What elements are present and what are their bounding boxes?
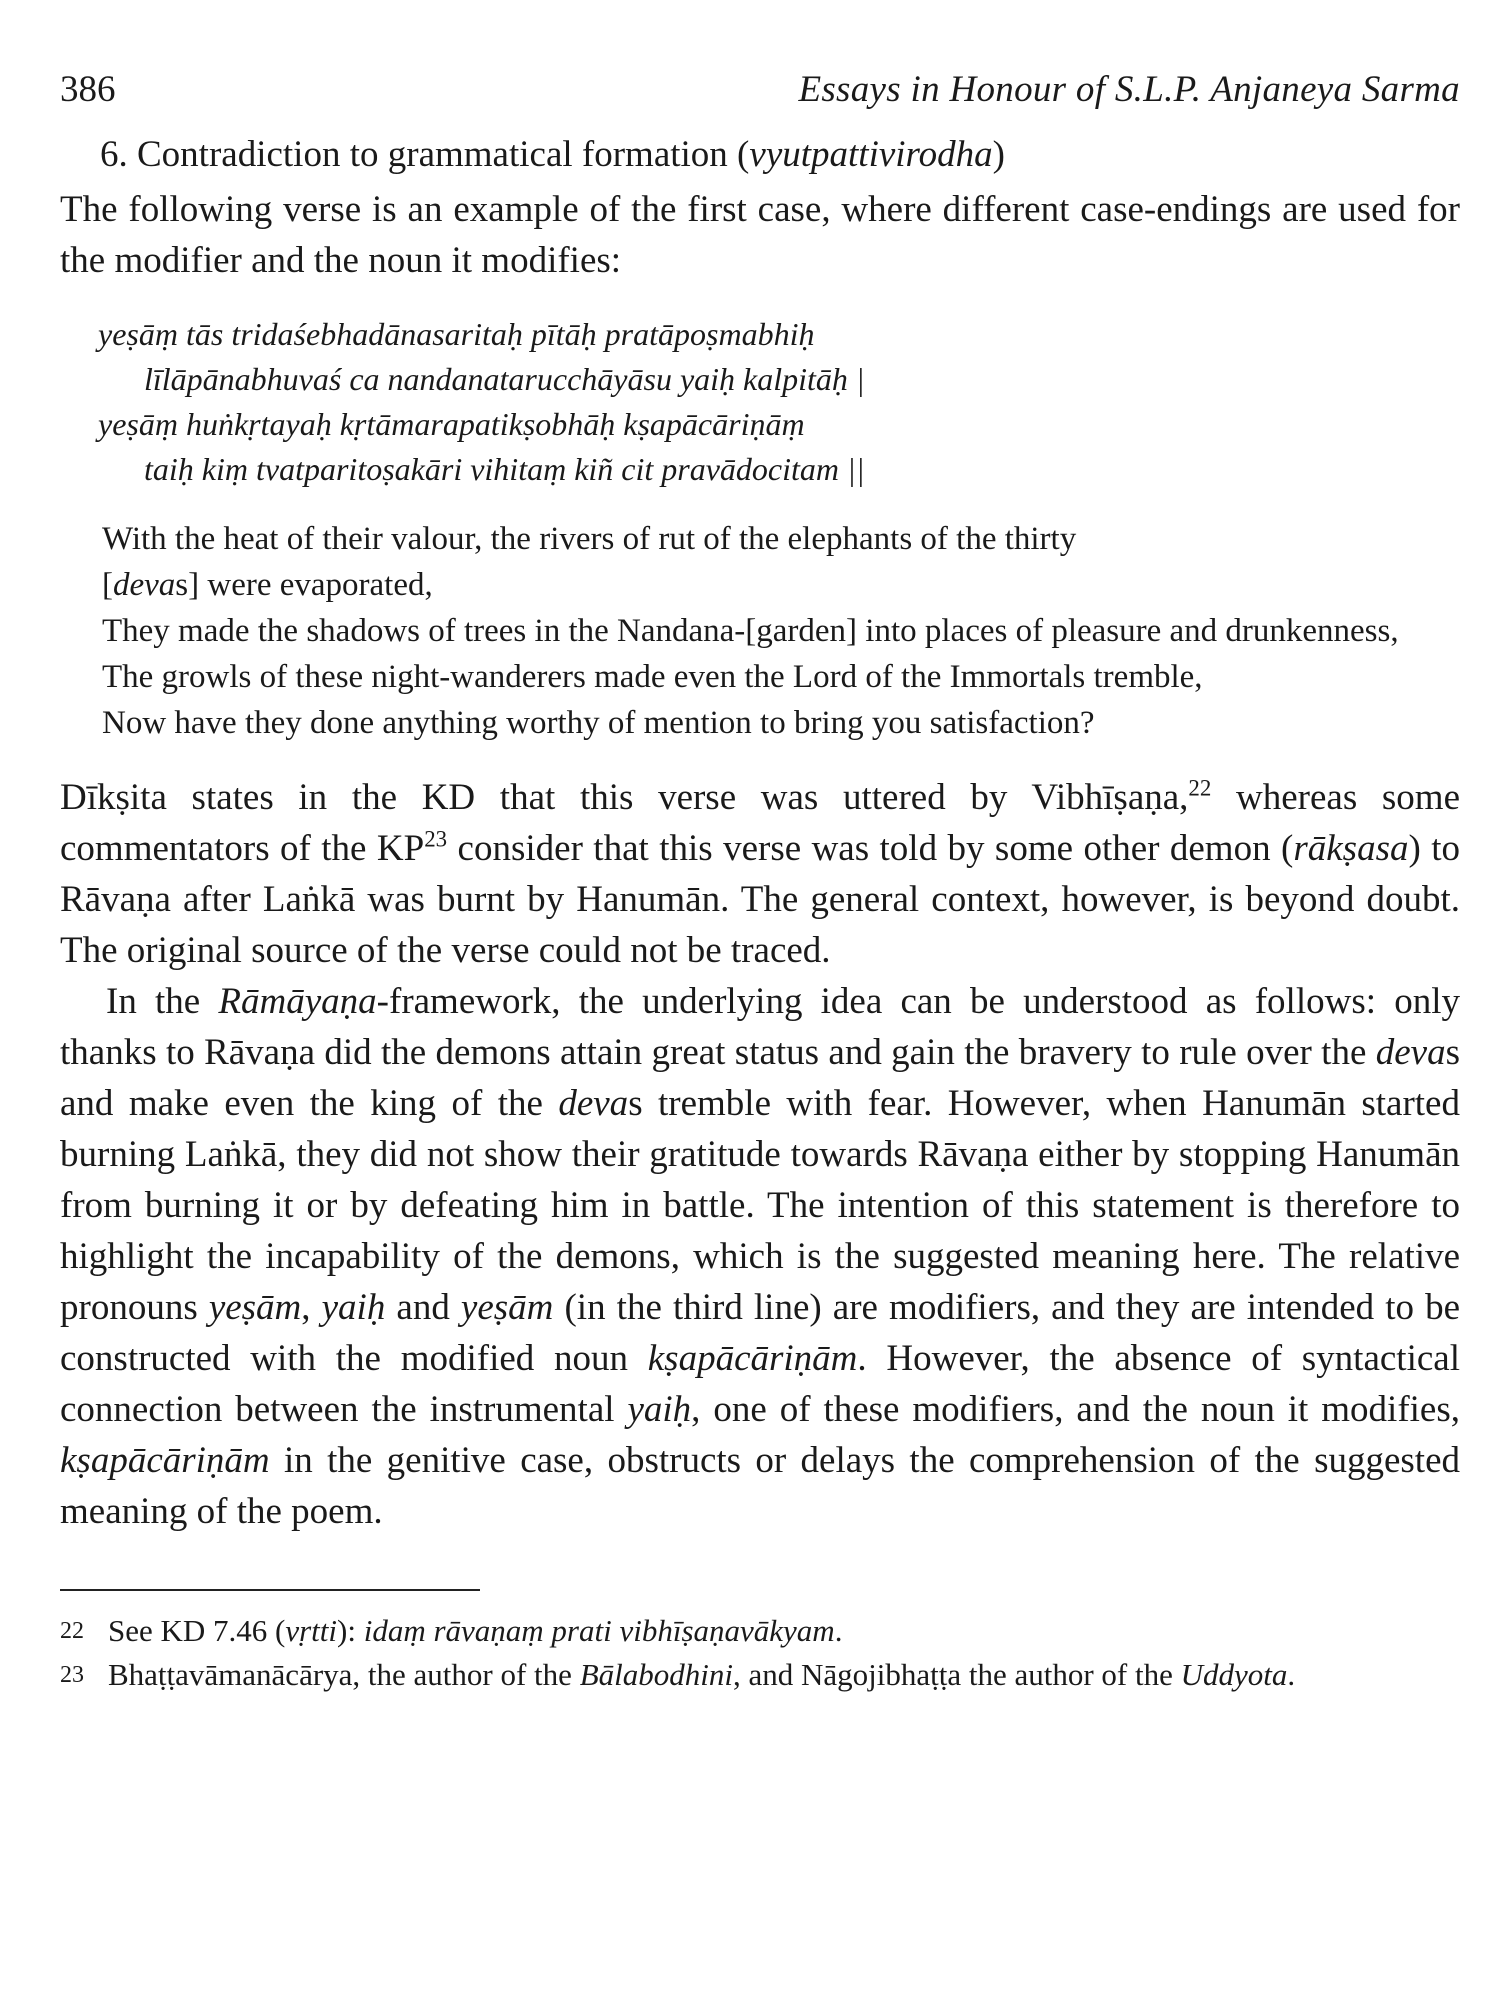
fn22-text-a: See KD 7.46 ( bbox=[108, 1613, 286, 1648]
footnote-ref-23[interactable]: 23 bbox=[424, 826, 448, 852]
p2-term-yaih-2: yaiḥ bbox=[627, 1389, 692, 1430]
footnote-22 bbox=[60, 1609, 1460, 1653]
body-paragraph-2 bbox=[60, 976, 1460, 1537]
p2-text-10: in the genitive case, obstructs or delays the comprehension of the suggested meaning of the poem. bbox=[60, 1440, 1460, 1532]
translation-line-1 bbox=[102, 516, 1460, 608]
p2-term-ksapacarinam-2: kṣapācāriṇām bbox=[60, 1440, 270, 1481]
translation-line-3: They made the shadows of trees in the Nandana-[garden] into places of pleasure and drunkenness, bbox=[102, 613, 1399, 649]
verse-line-3: yeṣāṃ huṅkṛtayaḥ kṛtāmarapatikṣobhāḥ kṣapācāriṇāṃ bbox=[98, 406, 805, 442]
section-heading bbox=[100, 130, 1460, 180]
p2-term-ramayana: Rāmāyaṇa bbox=[218, 981, 377, 1022]
fn23-term-balabodhini: Bālabodhini bbox=[579, 1657, 733, 1692]
p1-text-1: Dīkṣita states in the KD that this verse was uttered by Vibhīṣaṇa, bbox=[60, 777, 1189, 818]
p2-text-8: . However, the absence of syntactical connection between the instrumental bbox=[60, 1338, 1460, 1430]
running-head: Essays in Honour of S.L.P. Anjaneya Sarma bbox=[798, 69, 1460, 110]
p2-text-1: In the bbox=[106, 981, 219, 1022]
footnote-text bbox=[108, 1653, 1460, 1697]
heading-term: vyutpattivirodha bbox=[749, 134, 993, 175]
p2-term-deva-1: deva bbox=[1375, 1032, 1446, 1073]
fn23-term-uddyota: Uddyota bbox=[1180, 1657, 1288, 1692]
fn22-term-vrtti: vṛtti bbox=[285, 1613, 338, 1648]
translation-line-1-text: With the heat of their valour, the rivers of rut of the elephants of the thirty bbox=[102, 521, 1077, 557]
p2-text-2: -framework, the underlying idea can be understood as follows: only thanks to Rāvaṇa did the demons attain great status and gain the bravery to rule over the bbox=[60, 981, 1460, 1073]
p1-text-3: consider that this verse was told by some other demon ( bbox=[447, 828, 1294, 869]
body-paragraph-1 bbox=[60, 772, 1460, 976]
translation-line-2-text: s] were evaporated, bbox=[175, 567, 433, 603]
page-header bbox=[60, 60, 1460, 120]
book-page bbox=[60, 60, 1460, 1697]
p2-term-ksapacarinam-1: kṣapācāriṇām bbox=[647, 1338, 858, 1379]
p1-text-4: ) to Rāvaṇa after Laṅkā was burnt by Hanumān. The general context, however, is beyond doubt. The original source of the verse could not be traced. bbox=[60, 828, 1460, 971]
footnote-text bbox=[108, 1609, 1460, 1653]
footnote-divider bbox=[60, 1589, 480, 1591]
verse-translation bbox=[102, 516, 1460, 746]
fn23-text-c: . bbox=[1287, 1657, 1296, 1692]
footnote-number: 22 bbox=[60, 1618, 84, 1644]
p2-term-yaih-1: yaiḥ bbox=[321, 1287, 386, 1328]
p2-text-6: and bbox=[385, 1287, 461, 1328]
p2-text-5: , bbox=[301, 1287, 322, 1328]
fn22-quote: idaṃ rāvaṇaṃ prati vibhīṣaṇavākyam bbox=[363, 1613, 835, 1648]
p1-term-rakshasa: rākṣasa bbox=[1293, 828, 1409, 869]
fn23-text-a: Bhaṭṭavāmanācārya, the author of the bbox=[108, 1657, 580, 1692]
p2-text-3: s and make even the king of the bbox=[60, 1032, 1460, 1124]
p2-text-9: , one of these modifiers, and the noun it modifies, bbox=[691, 1389, 1460, 1430]
p2-text-7: (in the third line) are modifiers, and they are intended to be constructed with the modified noun bbox=[60, 1287, 1460, 1379]
p2-term-yesam-2: yeṣām bbox=[460, 1287, 554, 1328]
translation-line-5: Now have they done anything worthy of mention to bring you satisfaction? bbox=[102, 705, 1095, 741]
p2-text-4: s tremble with fear. However, when Hanumān started burning Laṅkā, they did not show their gratitude towards Rāvaṇa either by stopping Hanumān from burning it or by defeating him in battle. The intention of this statement is therefore to highlight the incapability of the demons, which is the suggested meaning here. The relative pronouns bbox=[60, 1083, 1460, 1328]
footnote-23 bbox=[60, 1653, 1460, 1697]
heading-text: 6. Contradiction to grammatical formation ( bbox=[100, 134, 750, 175]
verse-line-2: līlāpānabhuvaś ca nandanatarucchāyāsu yaiḥ kalpitāḥ | bbox=[144, 361, 865, 397]
intro-paragraph: The following verse is an example of the first case, where different case-endings are used for the modifier and the noun it modifies: bbox=[60, 189, 1460, 281]
footnote-number: 23 bbox=[60, 1662, 84, 1688]
fn22-text-b: ): bbox=[337, 1613, 364, 1648]
verse-line-4: taiḥ kiṃ tvatparitoṣakāri vihitaṃ kiñ cit pravādocitam || bbox=[144, 451, 865, 487]
fn23-text-b: , and Nāgojibhaṭṭa the author of the bbox=[732, 1657, 1181, 1692]
sanskrit-verse bbox=[98, 312, 1460, 492]
fn22-text-c: . bbox=[834, 1613, 843, 1648]
p2-term-deva-2: deva bbox=[558, 1083, 629, 1124]
verse-line-1: yeṣāṃ tās tridaśebhadānasaritaḥ pītāḥ pratāpoṣmabhiḥ bbox=[98, 316, 815, 352]
translation-line-4: The growls of these night-wanderers made even the Lord of the Immortals tremble, bbox=[102, 659, 1203, 695]
translation-bracket: [ bbox=[102, 567, 113, 603]
heading-close: ) bbox=[992, 134, 1005, 175]
footnote-ref-22[interactable]: 22 bbox=[1188, 775, 1212, 801]
p2-term-yesam-1: yeṣām bbox=[208, 1287, 302, 1328]
translation-deva: deva bbox=[113, 567, 176, 603]
p1-text-2: whereas some commentators of the KP bbox=[60, 777, 1460, 869]
page-number: 386 bbox=[60, 69, 116, 110]
